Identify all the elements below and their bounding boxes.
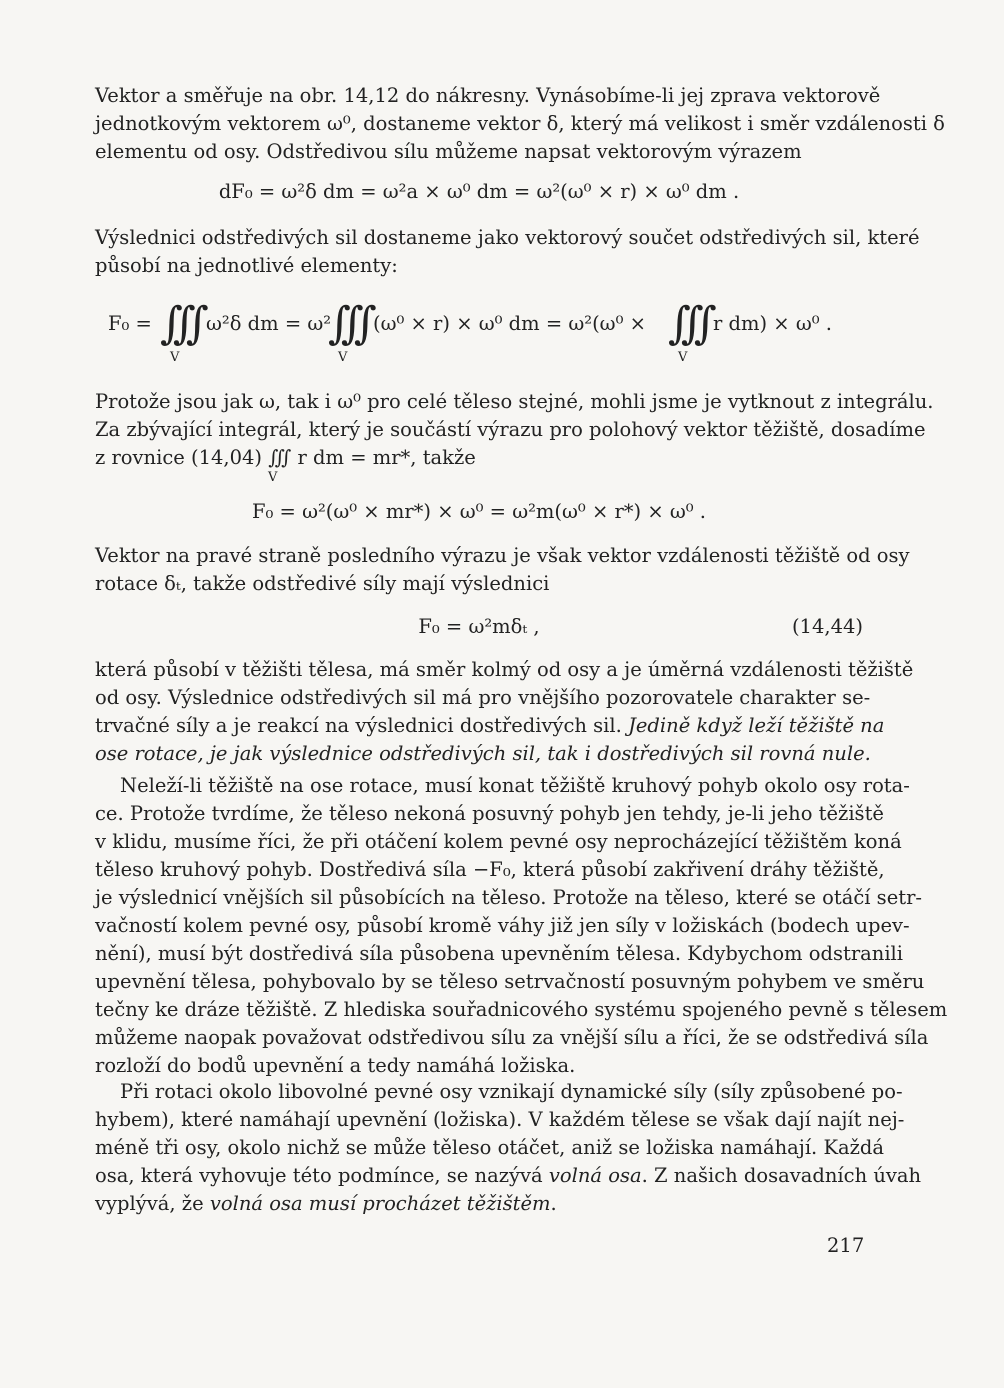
equation-term: ω²δ dm = ω² [206, 312, 332, 335]
paragraph-6 [95, 772, 948, 1080]
equation-term: (ω⁰ × r) × ω⁰ dm = ω²(ω⁰ × [373, 312, 646, 335]
equation-F0-integral [108, 298, 848, 378]
text-line: upevnění tělesa, pohybovalo by se těleso setrvačností posuvným pohybem ve směru [95, 970, 925, 993]
text-line: Neleží-li těžiště na ose rotace, musí konat těžiště kruhový pohyb okolo osy rota- [120, 774, 910, 797]
equation-number: (14,44) [791, 615, 863, 638]
text-line: nění), musí být dostředivá síla působena upevněním tělesa. Kdybychom odstranili [95, 942, 904, 965]
triple-integral-symbol: ∫∫∫ [328, 298, 367, 349]
integral-domain: V [268, 470, 278, 485]
emphasis-text: volná osa [548, 1164, 642, 1187]
equation-F0-product [95, 500, 863, 523]
text-line: ce. Protože tvrdíme, že těleso nekoná posuvný pohyb jen tehdy, je-li jeho těžiště [95, 802, 884, 825]
text-line: elementu od osy. Odstředivou sílu můžeme napsat vektorovým výrazem [95, 140, 802, 163]
text-line: Za zbývající integrál, který je součástí výrazu pro polohový vektor těžiště, dosadíme [95, 418, 926, 441]
text-line: Při rotaci okolo libovolné pevné osy vznikají dynamické síly (síly způsobené po- [120, 1080, 903, 1103]
text-line: těleso kruhový pohyb. Dostředivá síla −F₀, která působí zakřivení dráhy těžiště, [95, 858, 885, 881]
text-line: můžeme naopak považovat odstředivou sílu za vnější sílu a říci, že se odstředivá síla [95, 1026, 929, 1049]
text-line [95, 1162, 922, 1190]
text-line: Protože jsou jak ω, tak i ω⁰ pro celé těleso stejné, mohli jsme je vytknout z integrálu. [95, 390, 934, 413]
text-fragment: z rovnice (14,04) [95, 446, 263, 469]
page-number: 217 [827, 1234, 865, 1257]
equation-term: r dm) × ω⁰ . [713, 312, 832, 335]
paragraph-1 [95, 82, 945, 166]
text-line: Vektor na pravé straně posledního výrazu je však vektor vzdálenosti těžiště od osy [95, 544, 910, 567]
text-line: je výslednicí vnějších sil působících na těleso. Protože na těleso, které se otáčí setr- [95, 886, 922, 909]
text-line: která působí v těžišti tělesa, má směr kolmý od osy a je úměrná vzdálenosti těžiště [95, 658, 914, 681]
text-line [95, 444, 863, 472]
text-line: rotace δₜ, takže odstředivé síly mají výslednici [95, 572, 550, 595]
text-line: jednotkovým vektorem ω⁰, dostaneme vektor δ, který má velikost i směr vzdálenosti δ [95, 112, 945, 135]
text-line: působí na jednotlivé elementy: [95, 254, 398, 277]
text-line: v klidu, musíme říci, že při otáčení kolem pevné osy neprocházející těžištěm koná [95, 830, 902, 853]
paragraph-5 [95, 656, 914, 768]
text-fragment: vyplývá, že [95, 1192, 210, 1215]
text-line [95, 1190, 863, 1218]
text-line: rozloží do bodů upevnění a tedy namáhá ložiska. [95, 1054, 576, 1077]
triple-integral-symbol: ∫∫∫ [668, 298, 707, 349]
text-line: tečny ke dráze těžiště. Z hlediska souřadnicového systému spojeného pevně s tělesem [95, 998, 948, 1021]
equation-text: F₀ = ω²mδₜ , [418, 615, 540, 638]
integral-domain: V [338, 350, 348, 365]
equation-text: dF₀ = ω²δ dm = ω²a × ω⁰ dm = ω²(ω⁰ × r) × ω⁰ dm . [218, 180, 740, 203]
text-line [95, 740, 871, 768]
integral-domain: V [170, 350, 180, 365]
paragraph-4 [95, 542, 910, 598]
equation-lhs: F₀ = [108, 312, 152, 335]
text-line: Vektor a směřuje na obr. 14,12 do nákresny. Vynásobíme-li jej zprava vektorově [95, 84, 881, 107]
triple-integral-symbol: ∫∫∫ [160, 298, 199, 349]
text-line: hybem), které namáhají upevnění (ložiska). V každém tělese se však dají najít nej- [95, 1108, 905, 1131]
text-fragment: . [550, 1192, 557, 1215]
text-line: vačností kolem pevné osy, působí kromě váhy již jen síly v ložiskách (bodech upev- [95, 914, 910, 937]
text-line: méně tři osy, okolo nichž se může těleso otáčet, aniž se ložiska namáhají. Každá [95, 1136, 885, 1159]
paragraph-7 [95, 1078, 922, 1218]
equation-dF0 [95, 180, 863, 203]
inline-integral: ∭ r dm = mr*, takže [268, 446, 476, 469]
equation-14-44 [95, 615, 863, 638]
emphasis-text: ose rotace, je jak výslednice odstředivých sil, tak i dostředivých sil rovná nule. [95, 742, 871, 765]
emphasis-text: Jedině když leží těžiště na [628, 714, 885, 737]
text-line: Výslednici odstředivých sil dostaneme jako vektorový součet odstředivých sil, které [95, 226, 920, 249]
emphasis-text: volná osa musí procházet těžištěm [209, 1192, 551, 1215]
equation-text: F₀ = ω²(ω⁰ × mr*) × ω⁰ = ω²m(ω⁰ × r*) × ω⁰ . [251, 500, 707, 523]
text-fragment: osa, která vyhovuje této podmínce, se nazývá [95, 1164, 549, 1187]
text-line [95, 712, 885, 740]
paragraph-3 [95, 388, 934, 472]
text-fragment: trvačné síly a je reakcí na výslednici dostředivých sil. [95, 714, 629, 737]
text-line: od osy. Výslednice odstředivých sil má pro vnějšího pozorovatele charakter se- [95, 686, 871, 709]
integral-domain: V [678, 350, 688, 365]
paragraph-2 [95, 224, 920, 280]
text-fragment: . Z našich dosavadních úvah [641, 1164, 922, 1187]
